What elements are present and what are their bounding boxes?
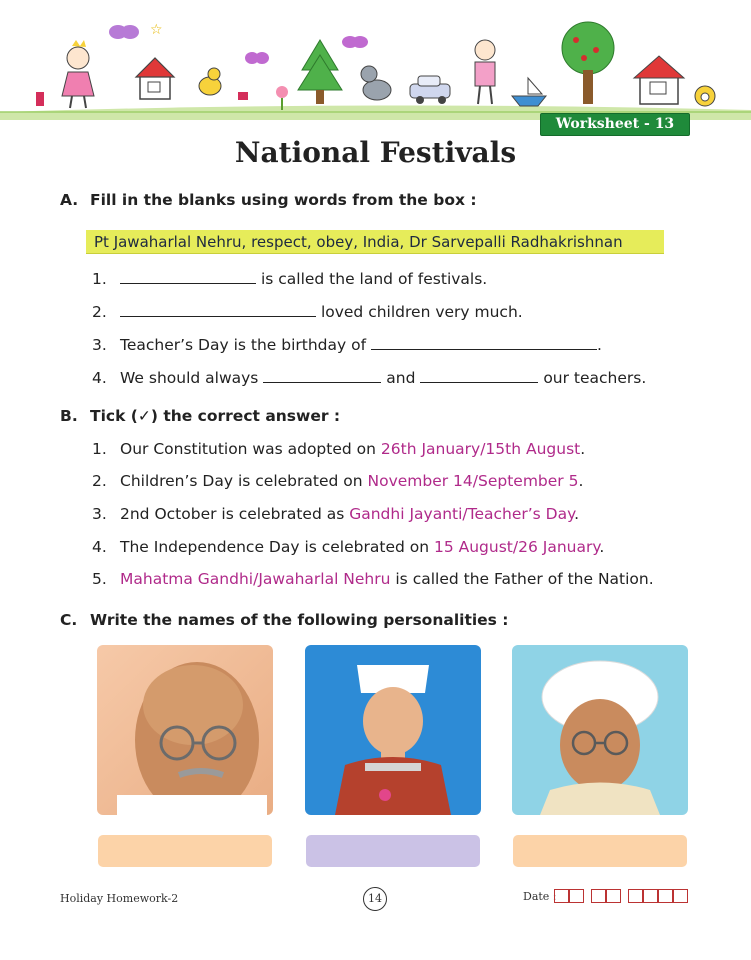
item-text: The Independence Day is celebrated on bbox=[120, 538, 434, 556]
answer-choice[interactable]: Mahatma Gandhi/Jawaharlal Nehru bbox=[120, 570, 391, 588]
date-box[interactable] bbox=[628, 889, 643, 903]
blank-line[interactable] bbox=[420, 368, 538, 383]
item-text-end: . bbox=[580, 440, 586, 458]
item-text-end: is called the Father of the Nation. bbox=[390, 570, 654, 588]
item-number: 3. bbox=[92, 505, 107, 523]
cat-icon bbox=[361, 66, 391, 100]
section-heading-text: Fill in the blanks using words from the box : bbox=[90, 191, 477, 209]
portrait-3 bbox=[512, 645, 688, 815]
portrait-1 bbox=[97, 645, 273, 815]
item-number: 2. bbox=[92, 472, 107, 490]
item-text: Our Constitution was adopted on bbox=[120, 440, 381, 458]
list-item bbox=[92, 335, 602, 354]
date-box[interactable] bbox=[606, 889, 621, 903]
item-text: 2nd October is celebrated as bbox=[120, 505, 350, 523]
section-letter: A. bbox=[60, 191, 79, 209]
car-icon bbox=[410, 76, 450, 104]
footer-label: Holiday Homework-2 bbox=[60, 892, 179, 905]
section-c-heading bbox=[60, 611, 509, 629]
item-text-end: . bbox=[597, 336, 602, 354]
girl-icon bbox=[62, 40, 94, 108]
item-number: 1. bbox=[92, 270, 107, 288]
blank-line[interactable] bbox=[120, 302, 316, 317]
list-item bbox=[92, 269, 487, 288]
blank-line[interactable] bbox=[120, 269, 256, 284]
section-b-heading bbox=[60, 407, 340, 425]
page-number: 14 bbox=[363, 887, 387, 911]
boy-icon bbox=[475, 40, 495, 104]
butterfly-icon bbox=[109, 25, 139, 39]
ring-icon bbox=[695, 86, 715, 106]
item-number: 4. bbox=[92, 369, 107, 387]
blank-line[interactable] bbox=[371, 335, 597, 350]
answer-field-1[interactable] bbox=[98, 835, 272, 867]
date-box[interactable] bbox=[673, 889, 688, 903]
item-text: loved children very much. bbox=[320, 303, 523, 321]
answer-choice[interactable]: 15 August/26 January bbox=[433, 538, 600, 556]
house-icon bbox=[634, 56, 684, 104]
item-text-end: . bbox=[599, 538, 605, 556]
apple-tree-icon bbox=[562, 22, 614, 104]
answer-choice[interactable]: 26th January/15th August bbox=[380, 440, 581, 458]
section-letter: C. bbox=[60, 611, 78, 629]
list-item bbox=[92, 570, 654, 588]
butterfly-icon bbox=[342, 36, 368, 48]
item-number: 1. bbox=[92, 440, 107, 458]
header-illustration bbox=[0, 0, 751, 120]
portrait-2 bbox=[305, 645, 481, 815]
page-title: National Festivals bbox=[234, 136, 517, 169]
section-heading-text: Write the names of the following personalities : bbox=[90, 611, 509, 629]
blank-line[interactable] bbox=[263, 368, 381, 383]
svg-text:☆: ☆ bbox=[150, 22, 163, 38]
date-box[interactable] bbox=[569, 889, 584, 903]
list-item bbox=[92, 302, 523, 321]
list-item bbox=[92, 368, 646, 387]
item-number: 3. bbox=[92, 336, 107, 354]
date-box[interactable] bbox=[554, 889, 569, 903]
answer-field-2[interactable] bbox=[306, 835, 480, 867]
item-text-end: . bbox=[574, 505, 580, 523]
butterfly-icon bbox=[245, 52, 269, 64]
item-text: Teacher’s Day is the birthday of bbox=[120, 336, 367, 354]
section-letter: B. bbox=[60, 407, 78, 425]
item-number: 4. bbox=[92, 538, 107, 556]
section-a-heading bbox=[60, 191, 477, 209]
item-text-mid: and bbox=[386, 369, 416, 387]
boat-icon bbox=[512, 78, 546, 106]
item-text-end: our teachers. bbox=[543, 369, 647, 387]
date-box[interactable] bbox=[591, 889, 606, 903]
date-box[interactable] bbox=[658, 889, 673, 903]
list-item bbox=[92, 505, 579, 523]
list-item bbox=[92, 538, 604, 556]
item-number: 2. bbox=[92, 303, 107, 321]
item-text-end: . bbox=[578, 472, 584, 490]
date-label: Date : bbox=[523, 890, 557, 903]
worksheet-badge: Worksheet - 13 bbox=[540, 113, 690, 136]
item-number: 5. bbox=[92, 570, 107, 588]
chick-icon bbox=[199, 68, 221, 95]
list-item bbox=[92, 472, 583, 490]
section-heading-text: Tick (✓) the correct answer : bbox=[90, 407, 341, 425]
answer-field-3[interactable] bbox=[513, 835, 687, 867]
answer-choice[interactable]: November 14/September 5 bbox=[367, 472, 579, 490]
list-item bbox=[92, 440, 585, 458]
pine-tree-icon bbox=[298, 40, 342, 104]
item-text: Children’s Day is celebrated on bbox=[120, 472, 368, 490]
item-text: is called the land of festivals. bbox=[260, 270, 488, 288]
date-box[interactable] bbox=[643, 889, 658, 903]
word-box: Pt Jawaharlal Nehru, respect, obey, India, Dr Sarvepalli Radhakrishnan bbox=[86, 230, 664, 254]
house-icon bbox=[136, 58, 174, 99]
item-text: We should always bbox=[120, 369, 259, 387]
answer-choice[interactable]: Gandhi Jayanti/Teacher’s Day bbox=[349, 505, 575, 523]
